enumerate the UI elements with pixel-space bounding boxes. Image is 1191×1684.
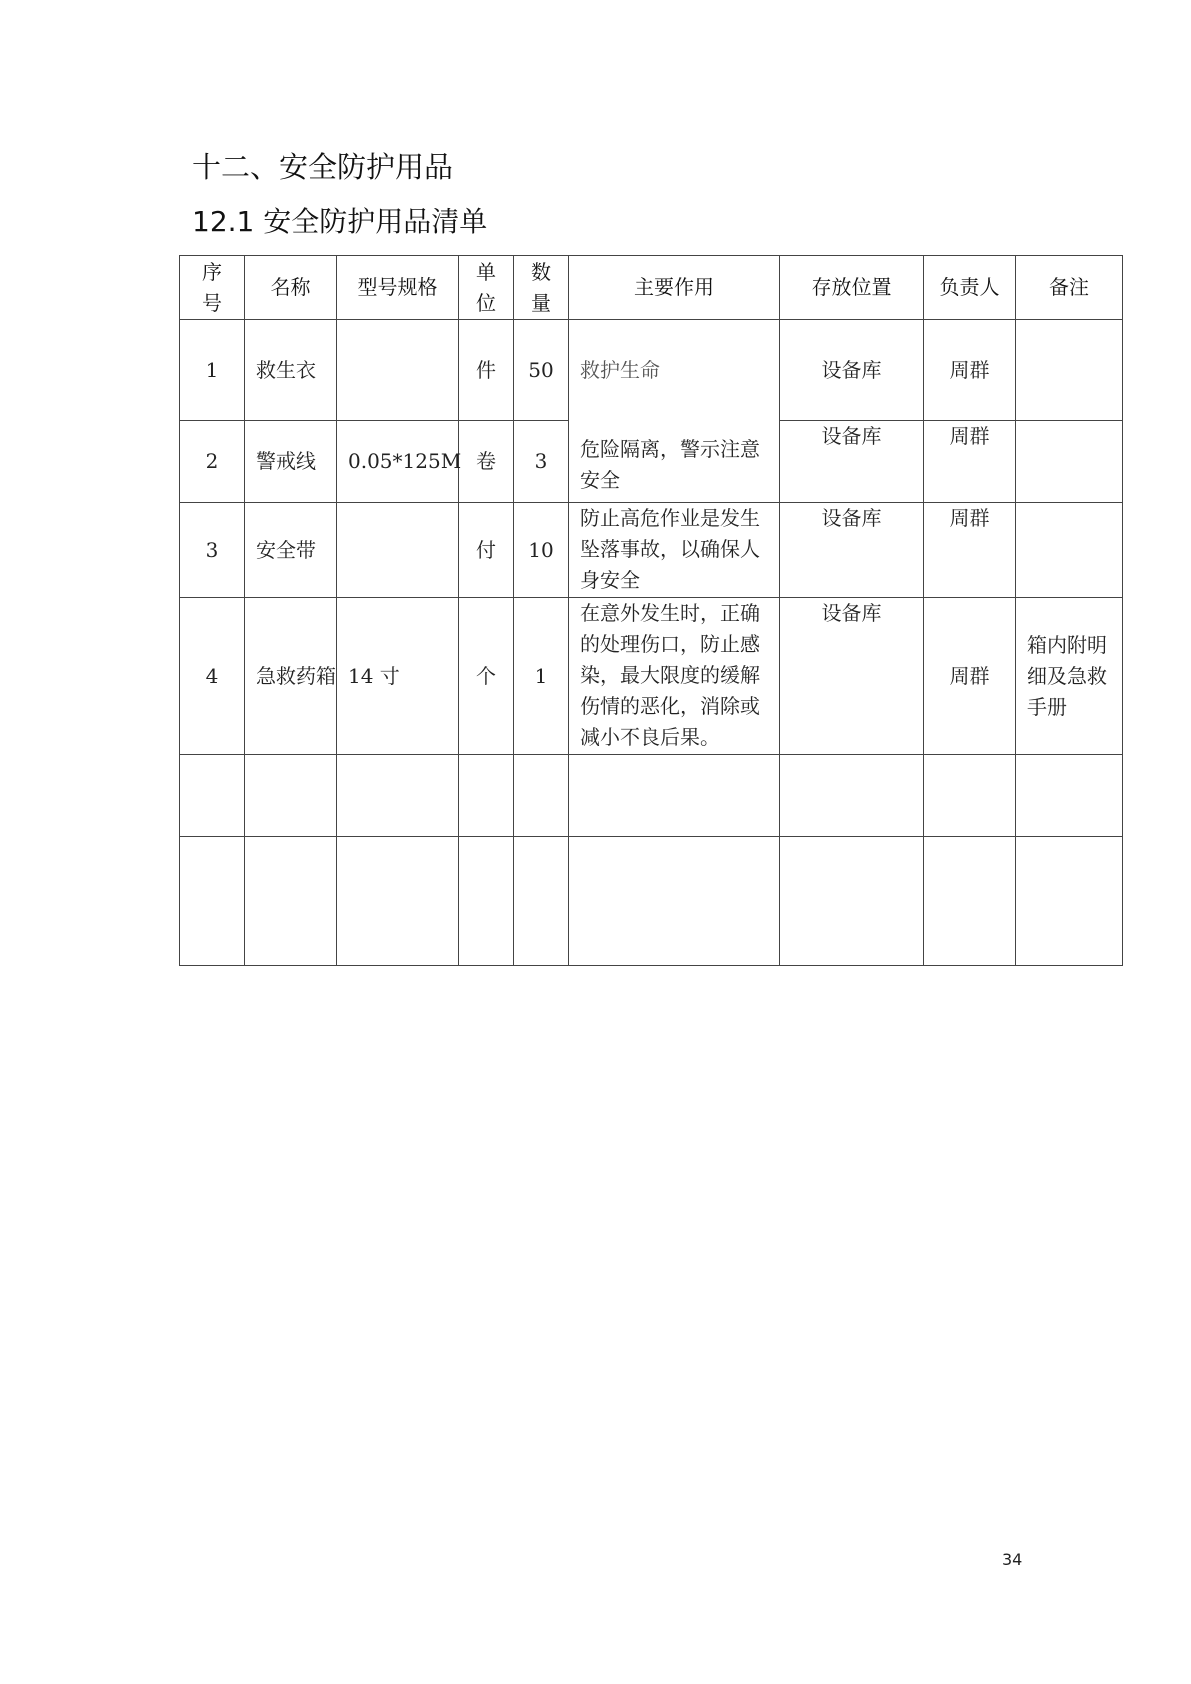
table-row-empty — [180, 755, 1123, 837]
cell-no: 3 — [180, 503, 245, 598]
cell-location: 设备库 — [780, 320, 924, 421]
cell-unit: 卷 — [459, 421, 514, 503]
cell-name: 警戒线 — [245, 421, 337, 503]
header-spec: 型号规格 — [337, 256, 459, 320]
cell-spec — [337, 320, 459, 421]
cell-owner: 周群 — [924, 320, 1016, 421]
cell-note — [1016, 503, 1123, 598]
empty-cell — [1016, 837, 1123, 966]
empty-cell — [1016, 755, 1123, 837]
header-no: 序号 — [180, 256, 245, 320]
cell-no: 1 — [180, 320, 245, 421]
page-number: 34 — [1002, 1550, 1023, 1569]
header-note: 备注 — [1016, 256, 1123, 320]
header-purpose: 主要作用 — [569, 256, 780, 320]
cell-location: 设备库 — [780, 421, 924, 503]
empty-cell — [780, 755, 924, 837]
cell-purpose: 救护生命 — [569, 320, 780, 421]
cell-spec: 14 寸 — [337, 598, 459, 755]
section-subheading: 12.1 安全防护用品清单 — [192, 205, 488, 238]
empty-cell — [514, 837, 569, 966]
empty-cell — [459, 755, 514, 837]
cell-purpose: 防止高危作业是发生坠落事故，以确保人身安全 — [569, 503, 780, 598]
empty-cell — [569, 837, 780, 966]
cell-unit: 个 — [459, 598, 514, 755]
table-row — [180, 503, 1123, 598]
empty-cell — [245, 755, 337, 837]
table-row-empty — [180, 837, 1123, 966]
cell-no: 4 — [180, 598, 245, 755]
cell-purpose: 在意外发生时，正确的处理伤口，防止感染，最大限度的缓解伤情的恶化，消除或减小不良后果。 — [569, 598, 780, 755]
cell-unit: 件 — [459, 320, 514, 421]
table-row — [180, 320, 1123, 421]
cell-owner: 周群 — [924, 421, 1016, 503]
cell-location: 设备库 — [780, 598, 924, 755]
cell-spec — [337, 503, 459, 598]
header-qty: 数量 — [514, 256, 569, 320]
cell-owner: 周群 — [924, 598, 1016, 755]
table-row — [180, 598, 1123, 755]
section-heading: 十二、安全防护用品 — [192, 150, 454, 184]
header-owner: 负责人 — [924, 256, 1016, 320]
cell-location: 设备库 — [780, 503, 924, 598]
cell-note — [1016, 421, 1123, 503]
empty-cell — [569, 755, 780, 837]
cell-qty: 10 — [514, 503, 569, 598]
empty-cell — [924, 755, 1016, 837]
cell-name: 急救药箱 — [245, 598, 337, 755]
cell-qty: 3 — [514, 421, 569, 503]
cell-name: 安全带 — [245, 503, 337, 598]
cell-owner: 周群 — [924, 503, 1016, 598]
empty-cell — [924, 837, 1016, 966]
cell-qty: 50 — [514, 320, 569, 421]
empty-cell — [180, 755, 245, 837]
table-row — [180, 421, 1123, 503]
cell-name: 救生衣 — [245, 320, 337, 421]
cell-unit: 付 — [459, 503, 514, 598]
empty-cell — [514, 755, 569, 837]
empty-cell — [337, 755, 459, 837]
empty-cell — [780, 837, 924, 966]
safety-equipment-table — [179, 255, 1123, 966]
cell-note: 箱内附明细及急救手册 — [1016, 598, 1123, 755]
empty-cell — [180, 837, 245, 966]
cell-qty: 1 — [514, 598, 569, 755]
empty-cell — [337, 837, 459, 966]
cell-purpose: 危险隔离，警示注意安全 — [569, 421, 780, 503]
cell-note — [1016, 320, 1123, 421]
empty-cell — [459, 837, 514, 966]
empty-cell — [245, 837, 337, 966]
header-unit: 单位 — [459, 256, 514, 320]
header-name: 名称 — [245, 256, 337, 320]
cell-no: 2 — [180, 421, 245, 503]
table-header-row — [180, 256, 1123, 320]
header-location: 存放位置 — [780, 256, 924, 320]
cell-spec: 0.05*125M — [337, 421, 459, 503]
